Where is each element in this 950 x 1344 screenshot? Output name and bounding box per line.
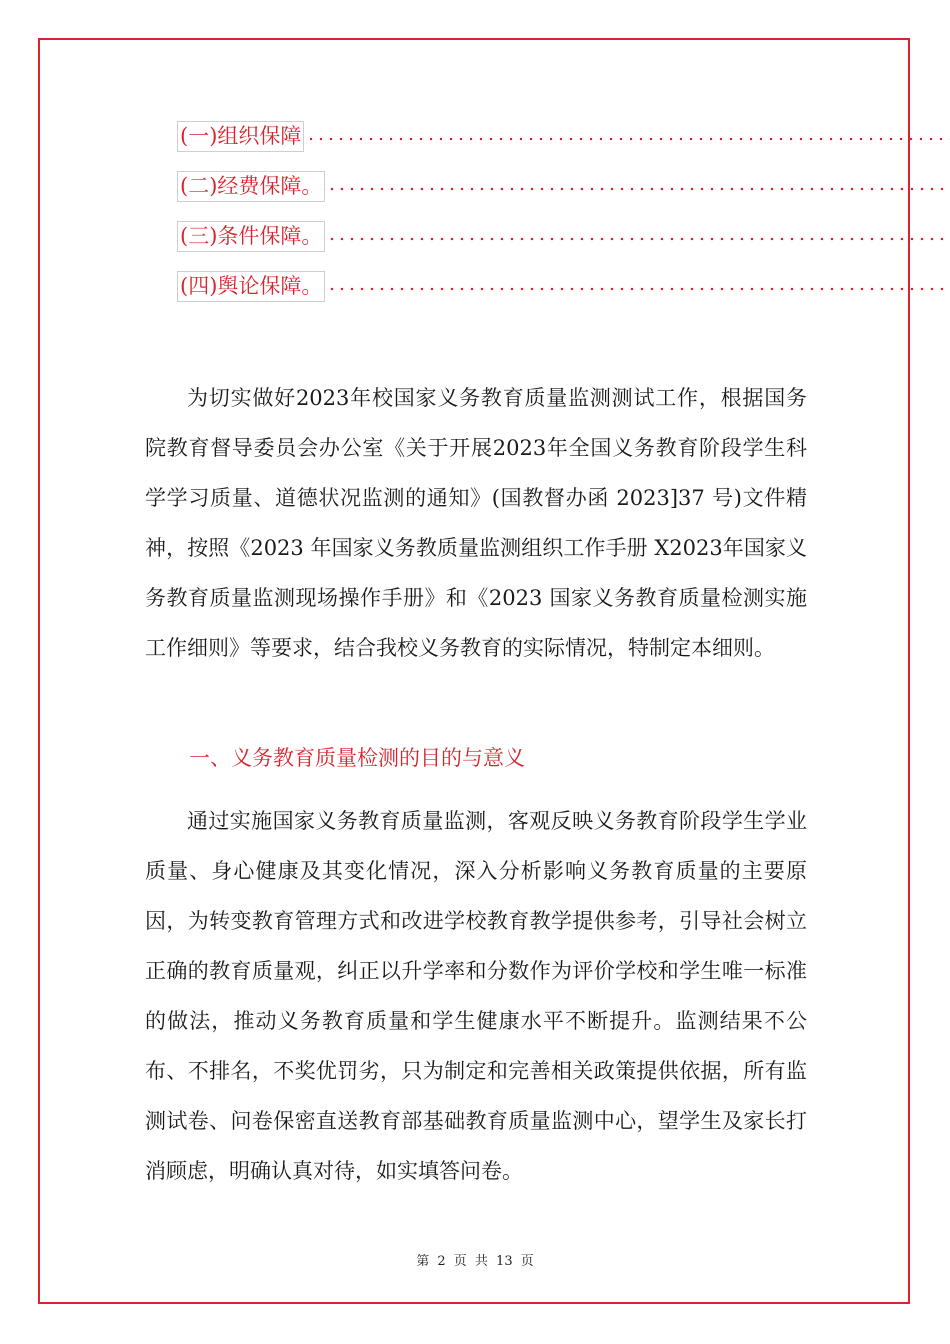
- toc-entry-label[interactable]: (一)组织保障: [177, 121, 304, 152]
- toc-dot-leader: [327, 287, 950, 291]
- section-heading: 一、义务教育质量检测的目的与意义: [189, 746, 525, 770]
- toc-entry-label[interactable]: (三)条件保障。: [177, 221, 325, 252]
- toc-entry[interactable]: [177, 221, 950, 271]
- intro-paragraph: 为切实做好2023年校国家义务教育质量监测测试工作，根据国务院教育督导委员会办公室《关于开展2023年全国义务教育阶段学生科学学习质量、道德状况监测的通知》(国教督办函 2023]37 号)文件精神，按照《2023 年国家义务教质量监测组织工作手册 X2023年国家义务教育质量监测现场操作手册》和《2023 国家义务教育质量检测实施工作细则》等要求，结合我校义务教育的实际情况，特制定本细则。: [145, 386, 807, 660]
- toc-entry[interactable]: [177, 271, 950, 321]
- section-paragraph: 通过实施国家义务教育质量监测，客观反映义务教育阶段学生学业质量、身心健康及其变化情况，深入分析影响义务教育质量的主要原因，为转变教育管理方式和改进学校教育教学提供参考，引导社会树立正确的教育质量观，纠正以升学率和分数作为评价学校和学生唯一标准的做法，推动义务教育质量和学生健康水平不断提升。监测结果不公布、不排名，不奖优罚劣，只为制定和完善相关政策提供依据，所有监测试卷、问卷保密直送教育部基础教育质量监测中心，望学生及家长打消顾虑，明确认真对待，如实填答问卷。: [145, 809, 807, 1183]
- toc-entry-label[interactable]: (四)舆论保障。: [177, 271, 325, 302]
- toc-dot-leader: [327, 237, 950, 241]
- toc-dot-leader: [306, 137, 950, 141]
- toc-entry[interactable]: [177, 121, 950, 171]
- page-number-footer: 第 2 页 共 13 页: [416, 1254, 534, 1269]
- toc-entry[interactable]: [177, 171, 950, 221]
- toc-dot-leader: [327, 187, 950, 191]
- toc-entry-label[interactable]: (二)经费保障。: [177, 171, 325, 202]
- table-of-contents: [177, 121, 950, 321]
